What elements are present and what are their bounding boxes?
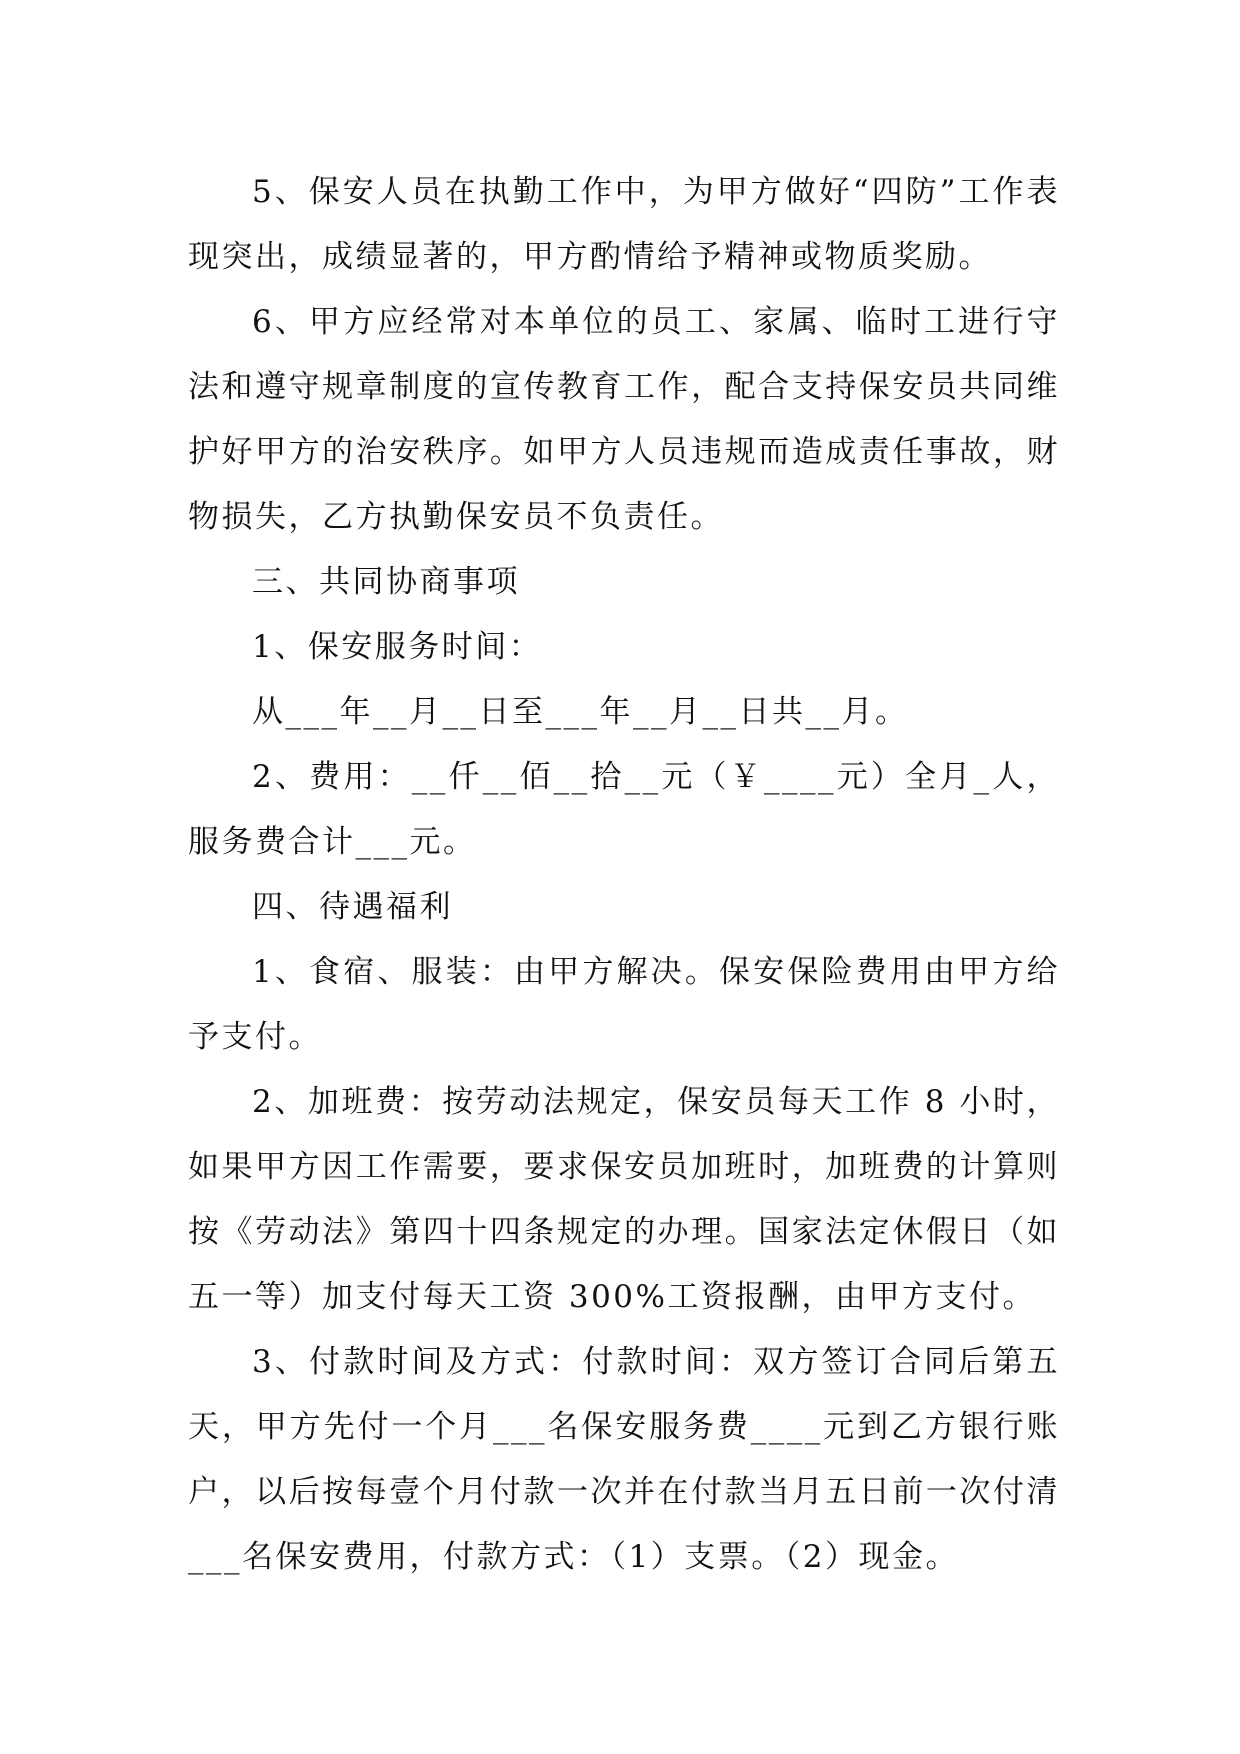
paragraph-service-time-range: 从___年__月__日至___年__月__日共__月。	[252, 694, 909, 730]
section-heading-negotiation: 三、共同协商事项	[252, 564, 520, 600]
paragraph-education: 6、甲方应经常对本单位的员工、家属、临时工进行守法和遵守规章制度的宣传教育工作，配合支持保安员共同维护好甲方的治安秩序。如甲方人员违规而造成责任事故，财物损失，乙方执勤保安员不负责任。	[188, 304, 1060, 535]
paragraph-board-uniform: 1、食宿、服装：由甲方解决。保安保险费用由甲方给予支付。	[188, 954, 1060, 1055]
paragraph-reward: 5、保安人员在执勤工作中，为甲方做好“四防”工作表现突出，成绩显著的，甲方酌情给予精神或物质奖励。	[188, 174, 1060, 275]
paragraph-overtime: 2、加班费：按劳动法规定，保安员每天工作 8 小时，如果甲方因工作需要，要求保安员加班时，加班费的计算则按《劳动法》第四十四条规定的办理。国家法定休假日（如五一等）加支付每天工资 300%工资报酬，由甲方支付。	[188, 1084, 1060, 1315]
document-body	[188, 160, 1060, 1590]
paragraph-payment: 3、付款时间及方式：付款时间：双方签订合同后第五天，甲方先付一个月___名保安服务费____元到乙方银行账户，以后按每壹个月付款一次并在付款当月五日前一次付清___名保安费用，付款方式：（1）支票。（2）现金。	[188, 1344, 1060, 1575]
paragraph-service-time-label: 1、保安服务时间：	[252, 629, 543, 665]
paragraph-fees: 2、费用：__仟__佰__拾__元（￥____元）全月_人，服务费合计___元。	[188, 759, 1060, 860]
section-heading-benefits: 四、待遇福利	[252, 889, 453, 925]
